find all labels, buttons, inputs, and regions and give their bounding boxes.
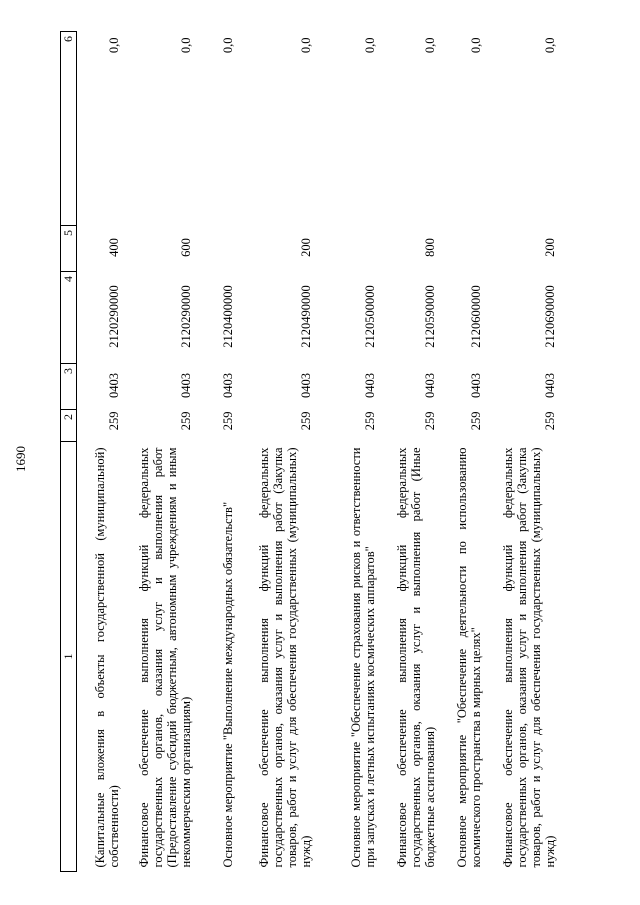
row-name: (Капитальные вложения в объекты государственной (муниципальной) собственности) xyxy=(92,447,121,868)
row-code-5 xyxy=(439,226,485,272)
row-code-4: 2120690000 xyxy=(542,285,557,348)
table-row xyxy=(123,32,195,872)
row-name: Финансовое обеспечение выполнения функций федеральных государственных органов, оказания услуг и выполнения работ (Закупка товаров, работ и услуг для обеспечения государственных (муниципальных) нужд) xyxy=(256,447,313,868)
row-value: 0,0 xyxy=(468,37,483,54)
row-name: Финансовое обеспечение выполнения функций федеральных государственных органов, оказания услуг и выполнения работ (Иные бюджетные ассигнования) xyxy=(394,447,437,868)
header-cell: 5 xyxy=(61,226,77,272)
budget-table xyxy=(60,31,559,872)
table-row xyxy=(237,32,315,872)
row-code-5 xyxy=(315,226,379,272)
header-cell: 4 xyxy=(61,272,77,364)
row-code-3: 0403 xyxy=(178,373,193,398)
row-code-4: 2120290000 xyxy=(178,285,193,348)
row-code-2: 259 xyxy=(362,411,377,431)
row-value: 0,0 xyxy=(106,37,121,54)
table-row xyxy=(485,32,559,872)
row-code-5: 800 xyxy=(422,238,437,257)
row-name: Основное мероприятие "Выполнение международных обязательств" xyxy=(220,501,235,868)
header-cell: 3 xyxy=(61,364,77,410)
row-code-2: 259 xyxy=(220,411,235,431)
row-value: 0,0 xyxy=(422,37,437,54)
row-code-2: 259 xyxy=(468,411,483,431)
row-code-2: 259 xyxy=(422,411,437,431)
page-number: 1690 xyxy=(13,446,28,472)
header-row xyxy=(61,32,77,872)
row-value: 0,0 xyxy=(298,37,313,54)
row-value: 0,0 xyxy=(178,37,193,54)
row-code-5 xyxy=(195,226,237,272)
row-code-2: 259 xyxy=(178,411,193,431)
row-code-2: 259 xyxy=(542,411,557,431)
row-code-2: 259 xyxy=(106,411,121,431)
row-code-3: 0403 xyxy=(298,373,313,398)
row-code-5: 600 xyxy=(178,238,193,257)
header-cell: 2 xyxy=(61,410,77,442)
row-code-3: 0403 xyxy=(422,373,437,398)
row-code-5: 400 xyxy=(106,238,121,257)
row-name: Основное мероприятие "Обеспечение страхования рисков и ответственности при запусках и летных испытаниях космических аппаратов" xyxy=(348,447,377,868)
header-cell: 6 xyxy=(61,32,77,226)
row-name: Финансовое обеспечение выполнения функций федеральных государственных органов, оказания услуг и выполнения работ (Закупка товаров, работ и услуг для обеспечения государственных (муниципальных) нужд) xyxy=(500,447,557,868)
row-name: Финансовое обеспечение выполнения функций федеральных государственных органов, оказания услуг и выполнения работ (Предоставление субсидий бюджетным, автономным учреждениям и иным некоммерческим организациям) xyxy=(136,447,193,868)
row-value: 0,0 xyxy=(362,37,377,54)
header-cell: 1 xyxy=(61,442,77,872)
row-code-3: 0403 xyxy=(468,373,483,398)
row-code-3: 0403 xyxy=(362,373,377,398)
row-code-4: 2120600000 xyxy=(468,285,483,348)
row-code-2: 259 xyxy=(298,411,313,431)
table-row xyxy=(315,32,379,872)
row-code-4: 2120500000 xyxy=(362,285,377,348)
table-row xyxy=(439,32,485,872)
table-row xyxy=(379,32,439,872)
row-name: Основное мероприятие "Обеспечение деятельности по использованию космического пространства в мирных целях" xyxy=(454,447,483,868)
table-row xyxy=(195,32,237,872)
row-code-4: 2120590000 xyxy=(422,285,437,348)
table-row xyxy=(77,32,123,872)
row-code-3: 0403 xyxy=(542,373,557,398)
row-code-3: 0403 xyxy=(106,373,121,398)
row-code-5: 200 xyxy=(542,238,557,257)
row-code-4: 2120290000 xyxy=(106,285,121,348)
row-value: 0,0 xyxy=(220,37,235,54)
row-code-4: 2120400000 xyxy=(220,285,235,348)
row-value: 0,0 xyxy=(542,37,557,54)
row-code-5: 200 xyxy=(298,238,313,257)
row-code-3: 0403 xyxy=(220,373,235,398)
row-code-4: 2120490000 xyxy=(298,285,313,348)
